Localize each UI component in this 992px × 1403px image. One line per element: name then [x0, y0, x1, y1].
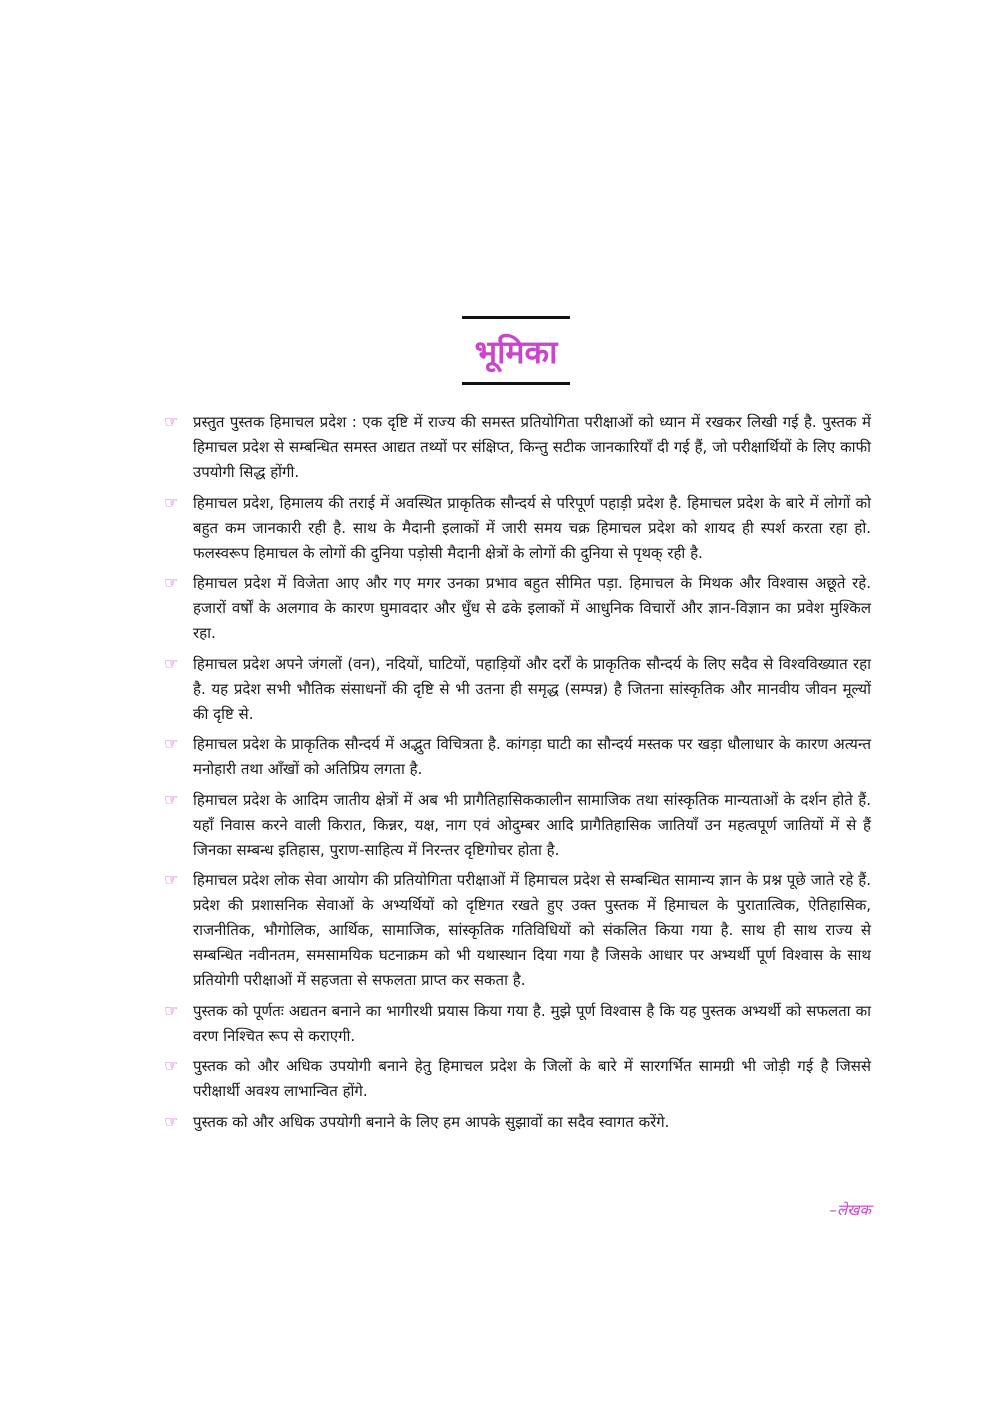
- preface-point-text: पुस्तक को और अधिक उपयोगी बनाने के लिए हम आपके सुझावों का सदैव स्वागत करेंगे.: [193, 1112, 670, 1131]
- preface-point-1: [163, 410, 871, 485]
- pointing-hand-icon: ☞: [164, 573, 179, 592]
- title-rule-top: [462, 316, 570, 319]
- preface-point-3: [163, 571, 871, 646]
- pointing-hand-icon: ☞: [164, 789, 179, 809]
- preface-point-7: [163, 868, 871, 993]
- pointing-hand-icon: ☞: [164, 492, 179, 512]
- preface-point-5: [163, 732, 871, 782]
- preface-point-text: हिमाचल प्रदेश अपने जंगलों (वन), नदियों, घाटियों, पहाड़ियों और दर्रों के प्राकृतिक सौन्दर्य के लिए सदैव से विश्वविख्यात रहा है. यह प्रदेश सभी भौतिक संसाधनों की दृष्टि से भी उतना ही समृद्ध (सम्पन्न) है जितना सांस्कृतिक और मानवीय जीवन मूल्यों की दृष्टि से.: [193, 654, 871, 723]
- preface-point-2: [163, 491, 871, 566]
- preface-point-text: पुस्तक को पूर्णतः अद्यतन बनाने का भागीरथी प्रयास किया गया है. मुझे पूर्ण विश्वास है कि यह पुस्तक अभ्यर्थी को सफलता का वरण निश्चित रूप से कराएगी.: [193, 1001, 871, 1045]
- pointing-hand-icon: ☞: [164, 1000, 179, 1020]
- title-block: [462, 316, 570, 386]
- pointing-hand-icon: ☞: [164, 412, 179, 431]
- pointing-hand-icon: ☞: [164, 734, 179, 753]
- preface-point-10: [163, 1110, 871, 1135]
- preface-points: [163, 410, 871, 1140]
- title-rule-bottom: [462, 382, 570, 385]
- pointing-hand-icon: ☞: [164, 870, 179, 889]
- preface-point-6: [163, 788, 871, 863]
- preface-point-4: [163, 652, 871, 727]
- pointing-hand-icon: ☞: [164, 653, 179, 673]
- page-title: भूमिका: [474, 333, 558, 371]
- preface-point-8: [163, 999, 871, 1049]
- preface-point-text: प्रस्तुत पुस्तक हिमाचल प्रदेश : एक दृष्टि में राज्य की समस्त प्रतियोगिता परीक्षाओं को ध्यान में रखकर लिखी गई है. पुस्तक में हिमाचल प्रदेश से सम्बन्धित समस्त आद्यत तथ्यों पर संक्षिप्त, किन्तु सटीक जानकारियाँ दी गई हैं, जो परीक्षार्थियों के लिए काफी उपयोगी सिद्ध होंगी.: [193, 413, 871, 481]
- preface-point-9: [163, 1054, 871, 1104]
- pointing-hand-icon: ☞: [164, 1056, 179, 1075]
- preface-point-text: पुस्तक को और अधिक उपयोगी बनाने हेतु हिमाचल प्रदेश के जिलों के बारे में सारगर्भित सामग्री भी जोड़ी गई है जिससे परीक्षार्थी अवश्य लाभान्वित होंगे.: [193, 1057, 871, 1100]
- author-signature: –लेखक: [829, 1201, 871, 1219]
- preface-point-text: हिमाचल प्रदेश लोक सेवा आयोग की प्रतियोगिता परीक्षाओं में हिमाचल प्रदेश से सम्बन्धित सामान्य ज्ञान के प्रश्न पूछे जाते रहे हैं. प्रदेश की प्रशासनिक सेवाओं के अभ्यर्थियों को दृष्टिगत रखते हुए उक्त पुस्तक में हिमाचल के पुरातात्विक, ऐतिहासिक, राजनीतिक, भौगोलिक, आर्थिक, सामाजिक, सांस्कृतिक गतिविधियों को संकलित किया गया है. साथ ही साथ राज्य से सम्बन्धित नवीनतम, समसामयिक घटनाक्रम को भी यथास्थान दिया गया है जिसके आधार पर अभ्यर्थी पूर्ण विश्वास के साथ प्रतियोगी परीक्षाओं में सहजता से सफलता प्राप्त कर सकता है.: [193, 871, 871, 989]
- preface-point-text: हिमाचल प्रदेश, हिमालय की तराई में अवस्थित प्राकृतिक सौन्दर्य से परिपूर्ण पहाड़ी प्रदेश है. हिमाचल प्रदेश के बारे में लोगों को बहुत कम जानकारी रही है. साथ के मैदानी इलाकों में जारी समय चक्र हिमाचल प्रदेश को शायद ही स्पर्श करता रहा हो. फलस्वरूप हिमाचल के लोगों की दुनिया पड़ोसी मैदानी क्षेत्रों के लोगों की दुनिया से पृथक् रही है.: [193, 493, 871, 562]
- preface-point-text: हिमाचल प्रदेश में विजेता आए और गए मगर उनका प्रभाव बहुत सीमित पड़ा. हिमाचल के मिथक और विश्वास अछूते रहे. हजारों वर्षों के अलगाव के कारण घुमावदार और धुँध से ढके इलाकों में आधुनिक विचारों और ज्ञान-विज्ञान का प्रवेश मुश्किल रहा.: [193, 574, 871, 642]
- pointing-hand-icon: ☞: [164, 1111, 179, 1131]
- preface-point-text: हिमाचल प्रदेश के आदिम जातीय क्षेत्रों में अब भी प्रागैतिहासिककालीन सामाजिक तथा सांस्कृतिक मान्यताओं के दर्शन होते हैं. यहाँ निवास करने वाली किरात, किन्नर, यक्ष, नाग एवं ओदुम्बर आदि प्रागैतिहासिक जातियाँ उन महत्वपूर्ण जातियों में से हैं जिनका सम्बन्ध इतिहास, पुराण-साहित्य में निरन्तर दृष्टिगोचर होता है.: [193, 790, 871, 859]
- preface-point-text: हिमाचल प्रदेश के प्राकृतिक सौन्दर्य में अद्भुत विचित्रता है. कांगड़ा घाटी का सौन्दर्य मस्तक पर खड़ा धौलाधार के कारण अत्यन्त मनोहारी तथा आँखों को अतिप्रिय लगता है.: [193, 735, 871, 778]
